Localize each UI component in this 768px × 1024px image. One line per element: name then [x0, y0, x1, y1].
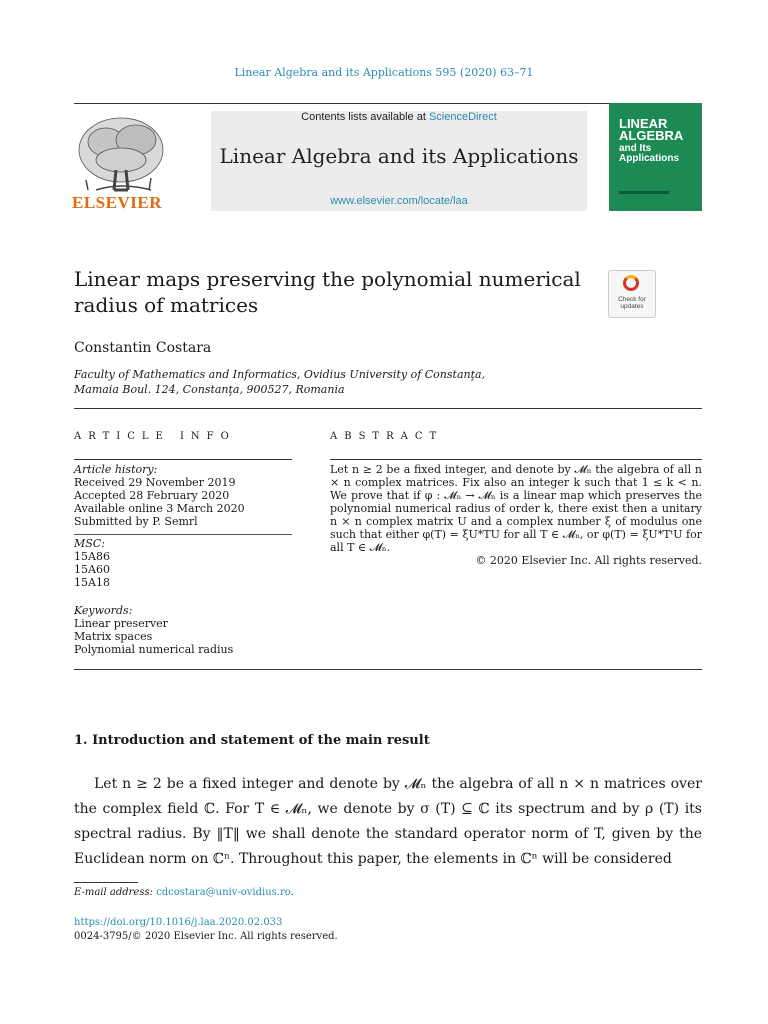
- article-info-heading: ARTICLE INFO: [74, 431, 236, 442]
- info-divider: [74, 534, 292, 535]
- section-heading: 1. Introduction and statement of the main result: [74, 733, 430, 748]
- issn-copyright: 0024-3795/© 2020 Elsevier Inc. All rights reserved.: [74, 931, 338, 942]
- msc-label: MSC:: [74, 537, 105, 550]
- abstract-text: Let n ≥ 2 be a fixed integer, and denote by 𝓜ₙ the algebra of all n × n complex matrices. Fix also an integer k such that 1 ≤ k < n. We prove that if φ : 𝓜ₙ → 𝓜ₙ is a linear map which preserves the polynomial numerical radius of order k, there exist then a unitary n × n complex matrix U and a complex number ξ of modulus one such that either φ(T) = ξU*TU for all T ∈ 𝓜ₙ, or φ(T) = ξU*TᵗU for all T ∈ 𝓜ₙ.: [330, 463, 702, 554]
- email-label: E-mail address:: [74, 887, 157, 898]
- history-item: Submitted by P. Semrl: [74, 515, 198, 528]
- email-link[interactable]: cdcostara@univ-ovidius.ro: [156, 887, 291, 898]
- msc-code: 15A86: [74, 550, 110, 563]
- author-affiliation: Faculty of Mathematics and Informatics, Ovidius University of Constanţa, Mamaia Boul. 124, Constanţa, 900527, Romania: [74, 368, 486, 396]
- journal-title: Linear Algebra and its Applications: [219, 144, 579, 168]
- middle-divider: [74, 408, 702, 409]
- check-for-updates-button[interactable]: [608, 270, 656, 318]
- msc-code: 15A60: [74, 563, 110, 576]
- keyword-item: Linear preserver: [74, 617, 168, 630]
- keyword-item: Polynomial numerical radius: [74, 643, 234, 656]
- history-item: Received 29 November 2019: [74, 476, 236, 489]
- article-info-panel: [74, 463, 292, 656]
- history-item: Available online 3 March 2020: [74, 502, 245, 515]
- check-updates-icon: [623, 275, 639, 291]
- bottom-divider: [74, 669, 702, 670]
- top-divider: [74, 103, 702, 104]
- author-name: Constantin Costara: [74, 340, 212, 356]
- body-paragraph: Let n ≥ 2 be a fixed integer and denote by 𝓜ₙ the algebra of all n × n matrices over the complex field ℂ. For T ∈ 𝓜ₙ, we denote by σ (T) ⊆ ℂ its spectrum and by ρ (T) its spectral radius. By ‖T‖ we shall denote the standard operator norm of T, given by the Euclidean norm on ℂⁿ. Throughout this paper, the elements in ℂⁿ will be considered: [74, 776, 702, 867]
- history-item: Accepted 28 February 2020: [74, 489, 230, 502]
- journal-reference-link[interactable]: Linear Algebra and its Applications 595 (2020) 63–71: [234, 66, 534, 79]
- journal-cover-image: [609, 103, 702, 211]
- check-updates-label: Check for updates: [618, 296, 646, 310]
- keywords-label: Keywords:: [74, 604, 133, 617]
- history-label: Article history:: [74, 463, 158, 476]
- contents-available-line: [211, 111, 587, 123]
- email-footnote: [74, 887, 294, 898]
- sciencedirect-link[interactable]: ScienceDirect: [428, 111, 497, 123]
- abstract-copyright: © 2020 Elsevier Inc. All rights reserved.: [475, 554, 702, 567]
- keyword-item: Matrix spaces: [74, 630, 153, 643]
- doi-link[interactable]: https://doi.org/10.1016/j.laa.2020.02.033: [74, 917, 283, 928]
- footnote-divider: [74, 882, 138, 883]
- abstract-heading: ABSTRACT: [330, 431, 444, 442]
- contents-prefix: Contents lists available at: [301, 111, 429, 123]
- journal-url-link[interactable]: www.elsevier.com/locate/laa: [330, 195, 468, 207]
- abstract-panel: [330, 463, 702, 567]
- cover-subtitle: and Its Applications: [619, 143, 680, 164]
- abstract-divider: [330, 459, 702, 460]
- cover-band: [619, 191, 669, 194]
- cover-title: LINEAR ALGEBRA: [619, 116, 684, 143]
- msc-code: 15A18: [74, 576, 110, 589]
- elsevier-wordmark: ELSEVIER: [72, 193, 162, 212]
- article-title: Linear maps preserving the polynomial numerical radius of matrices: [74, 267, 581, 317]
- article-info-divider: [74, 459, 292, 460]
- email-suffix: .: [290, 887, 294, 898]
